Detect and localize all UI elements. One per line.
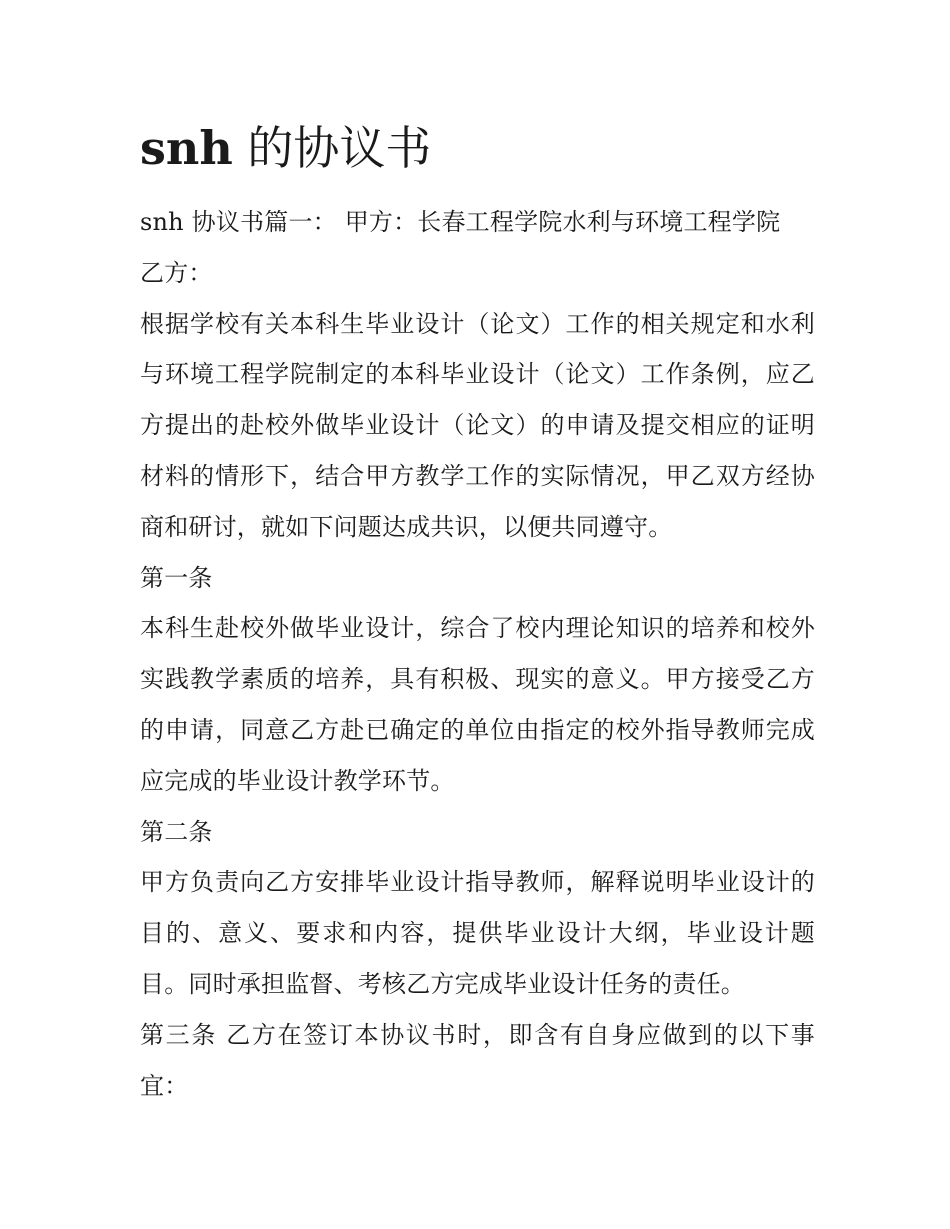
article-1-heading: 第一条 [140, 563, 213, 592]
article-3-text: 第三条 乙方在签订本协议书时，即含有自身应做到的以下事宜： [140, 1020, 815, 1100]
paragraph-party-a: snh 协议书篇一： 甲方：长春工程学院水利与环境工程学院 [140, 208, 781, 236]
paragraph-party-b: 乙方： [140, 258, 213, 287]
document-body [140, 197, 815, 1111]
document-title [140, 116, 431, 180]
document-title-text: 的协议书 [232, 121, 432, 175]
paragraph-preamble: 根据学校有关本科生毕业设计（论文）工作的相关规定和水利与环境工程学院制定的本科毕业设计（论文）工作条例，应乙方提出的赴校外做毕业设计（论文）的申请及提交相应的证明材料的情形下，结合甲方教学工作的实际情况，甲乙双方经协商和研讨，就如下问题达成共识，以便共同遵守。 [140, 309, 815, 541]
article-2-text: 甲方负责向乙方安排毕业设计指导教师，解释说明毕业设计的目的、意义、要求和内容，提供毕业设计大纲，毕业设计题目。同时承担监督、考核乙方完成毕业设计任务的责任。 [140, 868, 815, 998]
article-2-heading: 第二条 [140, 817, 213, 846]
article-1-text: 本科生赴校外做毕业设计，综合了校内理论知识的培养和校外实践教学素质的培养，具有积极、现实的意义。甲方接受乙方的申请，同意乙方赴已确定的单位由指定的校外指导教师完成应完成的毕业设计教学环节。 [140, 614, 815, 795]
document-title-latin: snh [140, 121, 233, 175]
